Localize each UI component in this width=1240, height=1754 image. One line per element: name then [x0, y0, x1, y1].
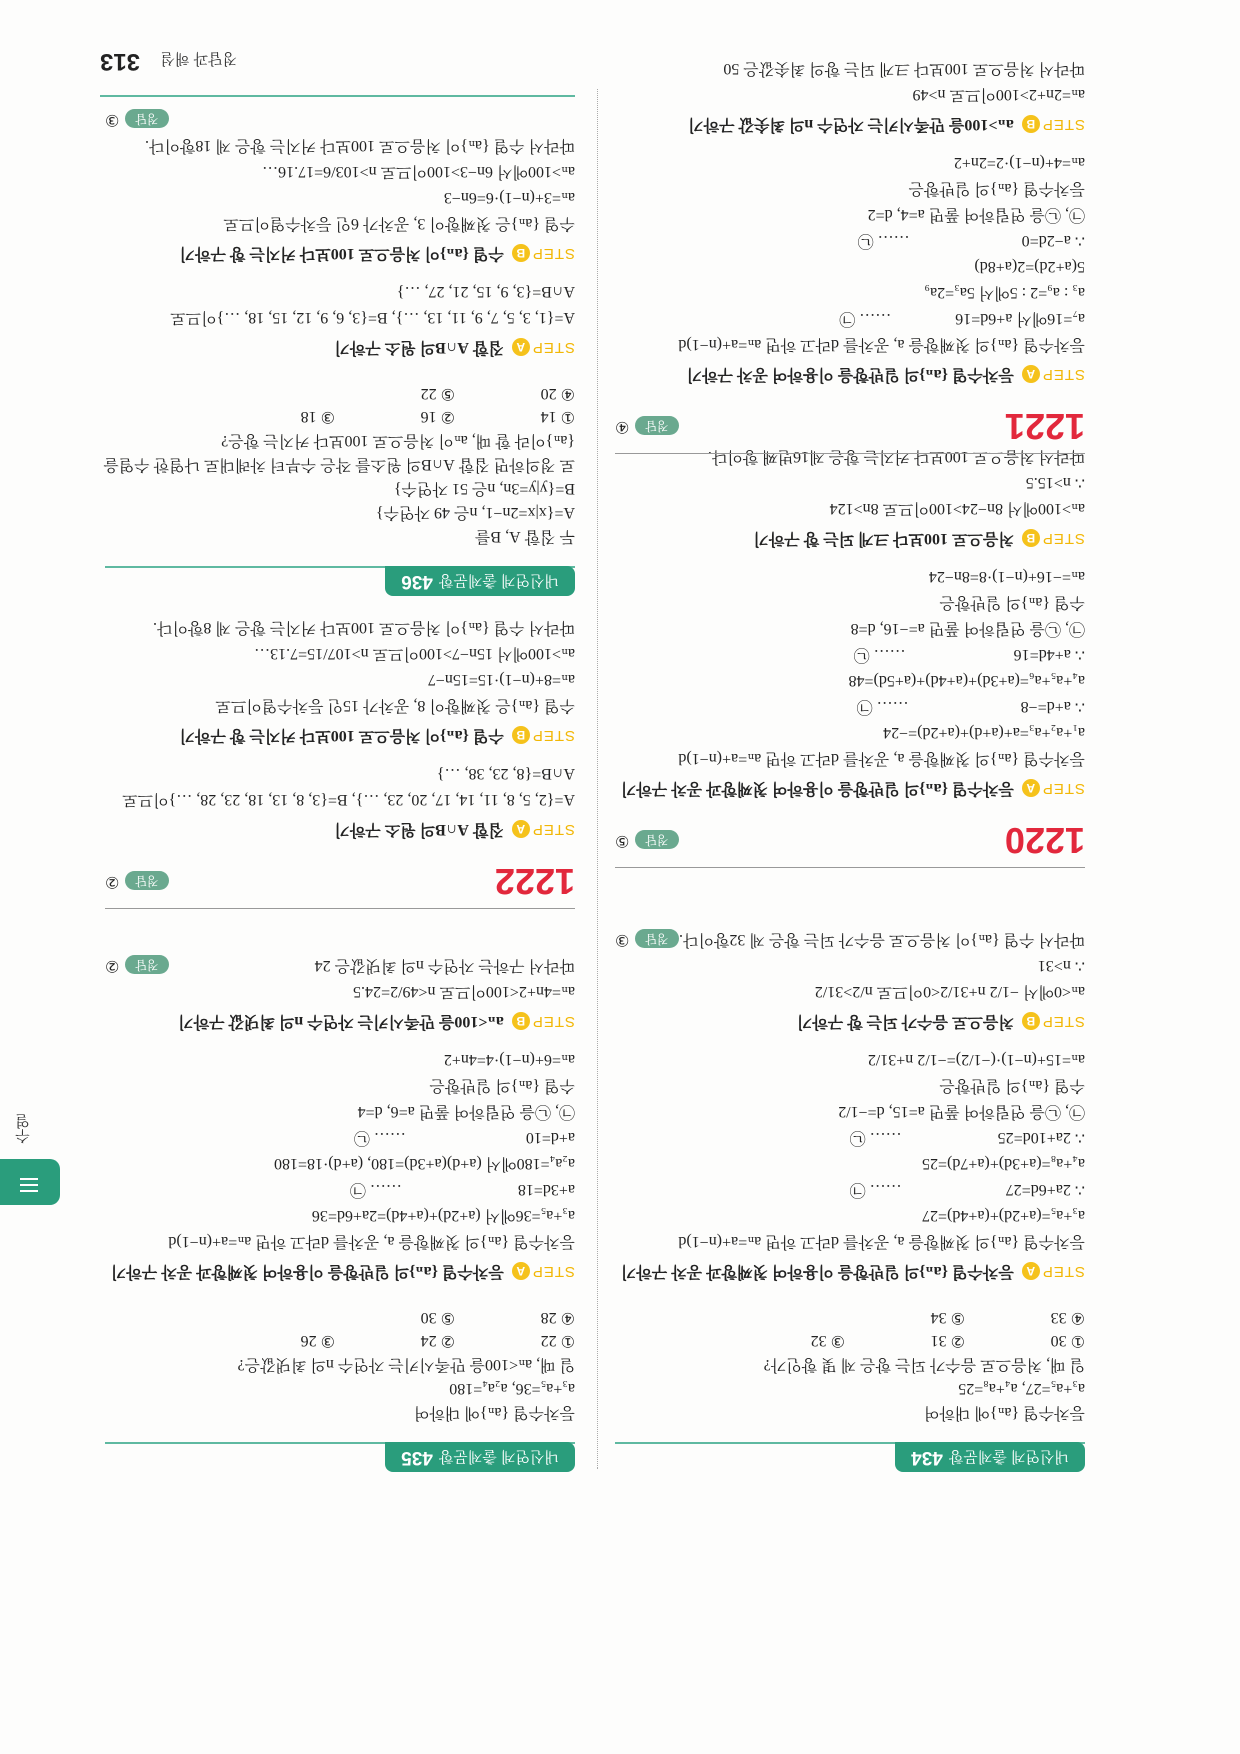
question-text: 일 때, 처음으로 음수가 되는 항은 제 몇 항인가? — [763, 1356, 1085, 1373]
step-title: aₙ>100을 만족시키는 자연수 n의 최솟값 구하기 — [688, 116, 1014, 133]
choice-option: ② 16 — [420, 408, 455, 425]
solution-line: 따라서 처음으로 100보다 커지는 항은 제16번째 항이다. — [707, 448, 1085, 465]
answer-pill: 정답 — [125, 871, 168, 890]
conclusion-text: 따라서 구하는 자연수 n의 최댓값은 24 — [314, 957, 575, 974]
step-title: 등차수열 {aₙ}의 일반항을 이용하여 첫째항과 공차 구하기 — [110, 1263, 504, 1280]
answer-pill: 정답 — [125, 955, 168, 974]
choice-option: ② 24 — [420, 1332, 455, 1349]
answer-marker — [105, 952, 169, 978]
answer-marker — [105, 871, 169, 892]
solution-line: 따라서 처음으로 100보다 크게 되는 항의 최솟값은 50 — [723, 60, 1085, 77]
step-label: STEP — [531, 339, 575, 356]
answer-choices — [105, 382, 575, 405]
solution-line: 등차수열 {aₙ}의 일반항은 — [908, 180, 1085, 197]
choice-option: ④ 33 — [1050, 1309, 1085, 1326]
choice-option: ① 22 — [540, 1332, 575, 1349]
answer-choices — [105, 405, 575, 428]
step-title: 수열 {aₙ}이 처음으로 100보다 커지는 항 구하기 — [179, 245, 504, 262]
solution-line: aₙ>100에서 8n−24>100이므로 8n>124 — [829, 500, 1085, 517]
answer-choices — [615, 1329, 1085, 1352]
step-label: STEP — [531, 245, 575, 262]
solution-group — [105, 952, 575, 1472]
solution-line: ∴ n>31 — [1037, 957, 1085, 974]
choice-option: ① 14 — [540, 408, 575, 425]
step-heading — [105, 236, 575, 270]
solution-line: A∩B={8, 23, 38, …} — [436, 765, 575, 782]
solution-line: a₃+a₅=(a+2d)+(a+4d)=27 — [921, 1207, 1085, 1224]
badge-number: 436 — [401, 571, 433, 592]
question-text: 등차수열 {aₙ}에 대하여 — [413, 1404, 575, 1421]
solution-line: a₁+a₂+a₃=a+(a+d)+(a+2d)=−24 — [883, 724, 1085, 741]
answer-choices — [105, 1329, 575, 1352]
solution-line: 5(a+2d)=2(a+8d) — [974, 258, 1085, 275]
choice-option: ⑤ 30 — [420, 1309, 455, 1326]
solution-line: A={1, 3, 5, 7, 9, 11, 13, …}, B={3, 6, 9, 12, 15, 18, …}이므로 — [170, 309, 575, 326]
choice-option: ④ 28 — [540, 1309, 575, 1326]
step-title: 처음으로 음수가 되는 항 구하기 — [796, 1013, 1014, 1030]
badge-label: 내신연계 출제문항 — [438, 572, 559, 589]
solution-line: a₂a₄=180에서 (a+d)(a+3d)=180, (a+d)·18=180 — [273, 1155, 575, 1172]
choice-option: ③ 32 — [810, 1332, 845, 1349]
answer-pill: 정답 — [125, 109, 168, 128]
answer-marker — [615, 416, 679, 437]
step-heading — [105, 718, 575, 752]
problem-badge-row — [105, 1438, 575, 1472]
answer-choices — [105, 1306, 575, 1329]
step-heading — [615, 771, 1085, 805]
step-title: 등차수열 {aₙ}의 일반항을 이용하여 첫째항과 공차 구하기 — [620, 780, 1014, 797]
conclusion-line — [615, 926, 1085, 952]
solution-line: 수열 {aₙ}은 첫째항이 8, 공차가 15인 등차수열이므로 — [215, 697, 575, 714]
step-letter: A — [512, 820, 530, 838]
choice-option: ③ 26 — [300, 1332, 335, 1349]
answer-choice: ⑤ — [615, 832, 630, 849]
step-label: STEP — [531, 727, 575, 744]
solution-line: ∴ a−2d=0 …… ㉡ — [857, 232, 1085, 249]
solution-line: ∴ a+4d=16 …… ㉡ — [853, 646, 1085, 663]
conclusion-line — [105, 111, 575, 158]
solution-line: a₄+a₈=(a+3d)+(a+7d)=25 — [921, 1155, 1085, 1172]
step-letter: A — [512, 338, 530, 356]
step-label: STEP — [1041, 530, 1085, 547]
solution-group — [105, 614, 575, 909]
solution-line: aₙ=−16+(n−1)·8=8n−24 — [928, 568, 1085, 585]
answer-choice: ② — [105, 873, 120, 890]
solution-line: ㉠, ㉡을 연립하여 풀면 a=4, d=2 — [867, 206, 1085, 223]
step-heading — [615, 1254, 1085, 1288]
chapter-label: 수열 — [15, 1114, 32, 1144]
step-label: STEP — [531, 1263, 575, 1280]
problem-number: 1220 — [1004, 820, 1085, 861]
question-text: a₃+a₅=27, a₄+a₈=25 — [958, 1380, 1085, 1397]
step-letter: B — [1022, 1012, 1040, 1030]
question-text: a₃+a₅=36, a₂a₄=180 — [449, 1380, 575, 1397]
problem-badge-row — [105, 562, 575, 596]
list-icon — [20, 1172, 38, 1192]
step-label: STEP — [531, 821, 575, 838]
answer-marker — [615, 926, 679, 952]
step-letter: B — [1022, 529, 1040, 547]
solution-group — [105, 106, 575, 596]
problem-number: 1221 — [1004, 406, 1085, 447]
solution-line: 등차수열 {aₙ}의 첫째항을 a, 공차를 d라고 하면 aₙ=a+(n−1)d — [168, 1233, 575, 1250]
step-heading — [615, 107, 1085, 141]
solution-line: 등차수열 {aₙ}의 첫째항을 a, 공차를 d라고 하면 aₙ=a+(n−1)d — [678, 750, 1085, 767]
question-text: 일 때, aₙ<100을 만족시키는 자연수 n의 최댓값은? — [237, 1356, 575, 1373]
step-heading — [105, 1004, 575, 1038]
solution-line: aₙ<0에서 −1/2 n+31/2<0이므로 n/2>31/2 — [814, 983, 1085, 1000]
step-letter: B — [512, 1012, 530, 1030]
step-label: STEP — [531, 1013, 575, 1030]
solution-line: ㉠, ㉡을 연립하여 풀면 a=15, d=−1/2 — [838, 1103, 1085, 1120]
step-letter: A — [512, 1262, 530, 1280]
step-label: STEP — [1041, 116, 1085, 133]
conclusion-line — [105, 952, 575, 978]
solution-line: aₙ=15+(n−1)·(−1/2)=−1/2 n+31/2 — [867, 1051, 1085, 1068]
step-heading — [615, 357, 1085, 391]
solution-line: ∴ 2a+6d=27 …… ㉠ — [849, 1181, 1085, 1198]
step-label: STEP — [1041, 1013, 1085, 1030]
problem-badge — [385, 1442, 575, 1472]
step-heading — [615, 1004, 1085, 1038]
question-text: {aₙ}이라 할 때, aₙ이 처음으로 100보다 커지는 항은? — [221, 432, 575, 449]
problem-number-header — [615, 813, 1085, 868]
badge-label: 내신연계 출제문항 — [948, 1448, 1069, 1465]
badge-label: 내신연계 출제문항 — [438, 1448, 559, 1465]
problem-number: 1222 — [494, 861, 575, 902]
step-heading — [615, 521, 1085, 555]
step-letter: A — [1022, 779, 1040, 797]
step-label: STEP — [1041, 780, 1085, 797]
question-text: A={x|x=2n−1, n은 49 자연수} — [375, 504, 575, 521]
solution-line: 수열 {aₙ}은 첫째항이 3, 공차가 6인 등차수열이므로 — [223, 215, 575, 232]
solution-line: ㉠, ㉡을 연립하여 풀면 a=6, d=4 — [357, 1103, 575, 1120]
chapter-side-tab[interactable] — [0, 1159, 60, 1205]
question-text: 로 정의하면 집합 A∩B의 원소를 작은 수부터 차례대로 나열한 수열을 — [103, 456, 575, 473]
answer-choice: ② — [105, 957, 120, 974]
problem-number-header — [615, 399, 1085, 454]
step-letter: B — [512, 244, 530, 262]
solution-line: ∴ 2a+10d=25 …… ㉡ — [849, 1129, 1085, 1146]
solution-line: a+d=10 …… ㉡ — [353, 1129, 575, 1146]
step-heading — [105, 812, 575, 846]
answer-marker — [615, 830, 679, 851]
solution-line: aₙ=3+(n−1)·6=6n−3 — [443, 189, 575, 206]
problem-number-header — [105, 854, 575, 909]
solution-group — [615, 443, 1085, 868]
badge-number: 435 — [401, 1447, 433, 1468]
solution-line: ∴ n>15.5 — [1025, 474, 1085, 491]
solution-line: a₇=16에서 a+6d=16 …… ㉠ — [839, 310, 1085, 327]
solution-line: ∴ a+d=−8 …… ㉠ — [856, 698, 1085, 715]
choice-option: ③ 18 — [300, 408, 335, 425]
badge-number: 434 — [911, 1447, 943, 1468]
choice-option: ⑤ 34 — [930, 1309, 965, 1326]
conclusion-text: 따라서 수열 {aₙ}이 처음으로 음수가 되는 항은 제 32항이다. — [679, 931, 1085, 948]
step-title: 집합 A∩B의 원소 구하기 — [334, 339, 504, 356]
footer-section-title: 정답과 해설 — [160, 50, 238, 67]
page-footer — [100, 48, 575, 97]
answer-choice: ④ — [615, 418, 630, 435]
question-text: 두 집합 A, B를 — [474, 528, 575, 545]
solution-line: aₙ>100에서 6n−3>100이므로 n>103/6=17.16… — [262, 163, 575, 180]
solution-line: a+3d=18 …… ㉠ — [349, 1181, 575, 1198]
solution-line: 등차수열 {aₙ}의 첫째항을 a, 공차를 d라고 하면 aₙ=a+(n−1)d — [678, 1233, 1085, 1250]
solution-line: A∩B={3, 9, 15, 21, 27, …} — [396, 283, 575, 300]
step-heading — [105, 1254, 575, 1288]
solution-line: a₃ : a₉=2 : 5에서 5a₃=2a₉ — [924, 284, 1085, 301]
step-letter: A — [1022, 1262, 1040, 1280]
solution-line: 수열 {aₙ}의 일반항은 — [429, 1077, 575, 1094]
step-title: aₙ<100을 만족시키는 자연수 n의 최댓값 구하기 — [178, 1013, 504, 1030]
step-heading — [105, 330, 575, 364]
solution-group — [615, 55, 1085, 454]
solution-line: aₙ=4+(n−1)·2=2n+2 — [953, 154, 1085, 171]
step-title: 처음으로 100보다 크게 되는 항 구하기 — [753, 530, 1014, 547]
solution-line: a₄+a₅+a₆=(a+3d)+(a+4d)+(a+5d)=48 — [848, 672, 1085, 689]
conclusion-text: 따라서 수열 {aₙ}이 처음으로 100보다 커지는 항은 제 18항이다. — [145, 137, 575, 154]
solution-line: 수열 {aₙ}의 일반항은 — [939, 594, 1085, 611]
choice-option: ⑤ 22 — [420, 385, 455, 402]
step-label: STEP — [1041, 366, 1085, 383]
choice-option: ① 30 — [1050, 1332, 1085, 1349]
step-letter: B — [512, 726, 530, 744]
step-letter: A — [1022, 365, 1040, 383]
solution-line: aₙ=8+(n−1)·15=15n−7 — [427, 671, 575, 688]
answer-choice: ③ — [105, 111, 120, 128]
page-number: 313 — [100, 48, 141, 75]
question-text: 등차수열 {aₙ}에 대하여 — [923, 1404, 1085, 1421]
answer-pill: 정답 — [635, 830, 678, 849]
step-title: 집합 A∩B의 원소 구하기 — [334, 821, 504, 838]
solution-line: 수열 {aₙ}의 일반항은 — [939, 1077, 1085, 1094]
column-divider — [597, 89, 598, 1469]
choice-option: ② 31 — [930, 1332, 965, 1349]
choice-option: ④ 20 — [540, 385, 575, 402]
step-title: 등차수열 {aₙ}의 일반항을 이용하여 공차 구하기 — [686, 366, 1014, 383]
problem-badge — [895, 1442, 1085, 1472]
solution-line: aₙ>100에서 15n−7>100이므로 n>107/15=7.13… — [254, 645, 575, 662]
answer-pill: 정답 — [635, 929, 678, 948]
solution-group — [615, 926, 1085, 1472]
solution-line: aₙ=6+(n−1)·4=4n+2 — [443, 1051, 575, 1068]
question-text: B={y|y=3n, n은 51 자연수} — [393, 480, 575, 497]
step-title: 수열 {aₙ}이 처음으로 100보다 커지는 항 구하기 — [179, 727, 504, 744]
solution-line: 등차수열 {aₙ}의 첫째항을 a, 공차를 d라고 하면 aₙ=a+(n−1)d — [678, 336, 1085, 353]
problem-badge-row — [615, 1438, 1085, 1472]
step-title: 등차수열 {aₙ}의 일반항을 이용하여 첫째항과 공차 구하기 — [620, 1263, 1014, 1280]
solution-line: 따라서 수열 {aₙ}이 처음으로 100보다 커지는 항은 제 8항이다. — [153, 619, 575, 636]
solution-line: a₃+a₅=36에서 (a+2d)+(a+4d)=2a+6d=36 — [311, 1207, 575, 1224]
answer-marker — [105, 106, 169, 132]
solution-line: ㉠, ㉡을 연립하여 풀면 a=−16, d=8 — [850, 620, 1085, 637]
answer-choices — [615, 1306, 1085, 1329]
answer-choice: ③ — [615, 931, 630, 948]
solution-line: aₙ=2n+2>100이므로 n>49 — [912, 86, 1085, 103]
answer-pill: 정답 — [635, 416, 678, 435]
problem-badge — [385, 566, 575, 596]
step-label: STEP — [1041, 1263, 1085, 1280]
step-letter: B — [1022, 115, 1040, 133]
solution-line: aₙ=4n+2<100이므로 n<49/2=24.5 — [353, 983, 575, 1000]
solution-line: A={2, 5, 8, 11, 14, 17, 20, 23, …}, B={3, 8, 13, 18, 23, 28, …}이므로 — [122, 791, 575, 808]
